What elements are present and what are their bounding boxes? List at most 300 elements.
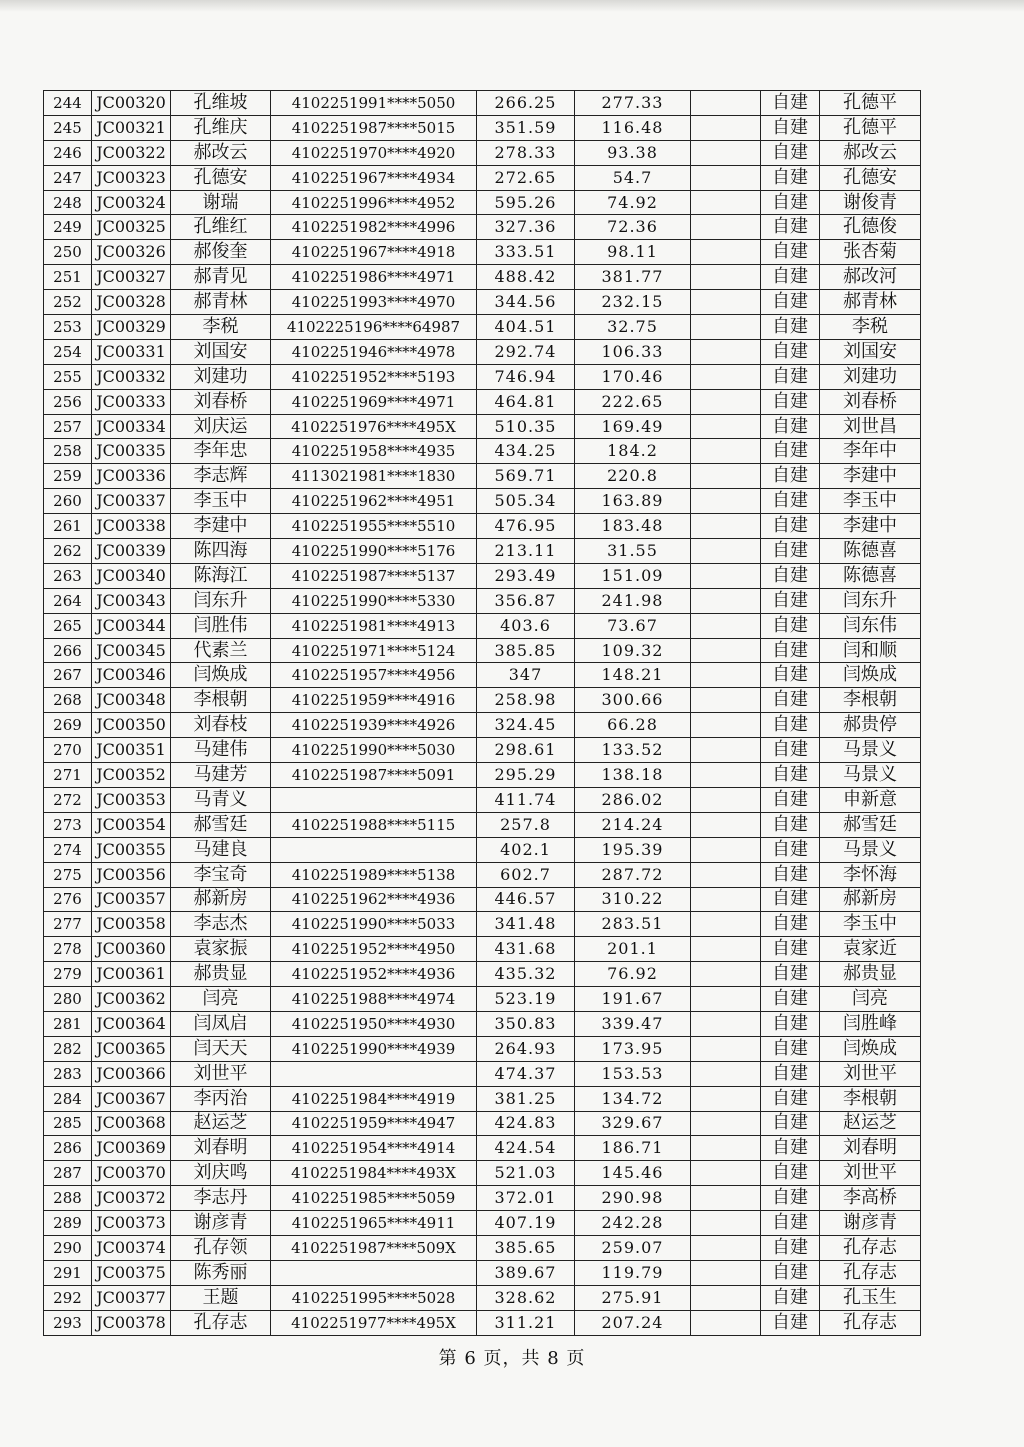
name-cell: 赵运芝 — [171, 1111, 271, 1136]
table-row — [44, 812, 921, 837]
seq-cell: 258 — [44, 439, 92, 464]
build-type-cell: 自建 — [761, 763, 820, 788]
area-2-cell: 286.02 — [575, 787, 691, 812]
blank-cell — [691, 663, 761, 688]
owner-cell: 闫东升 — [820, 588, 921, 613]
table-row — [44, 937, 921, 962]
code-cell: JC00356 — [92, 862, 171, 887]
name-cell: 郝青见 — [171, 265, 271, 290]
id-number-cell: 4102251991****5050 — [271, 91, 477, 116]
seq-cell: 245 — [44, 115, 92, 140]
area-1-cell: 505.34 — [477, 489, 575, 514]
build-type-cell: 自建 — [761, 688, 820, 713]
code-cell: JC00352 — [92, 763, 171, 788]
code-cell: JC00364 — [92, 1011, 171, 1036]
table-row — [44, 688, 921, 713]
owner-cell: 闫和顺 — [820, 638, 921, 663]
build-type-cell: 自建 — [761, 862, 820, 887]
name-cell: 李税 — [171, 315, 271, 340]
code-cell: JC00324 — [92, 190, 171, 215]
build-type-cell: 自建 — [761, 140, 820, 165]
area-1-cell: 293.49 — [477, 563, 575, 588]
area-2-cell: 98.11 — [575, 240, 691, 265]
owner-cell: 马景义 — [820, 763, 921, 788]
area-1-cell: 411.74 — [477, 787, 575, 812]
table-row — [44, 315, 921, 340]
area-1-cell: 521.03 — [477, 1161, 575, 1186]
code-cell: JC00345 — [92, 638, 171, 663]
owner-cell: 孔德安 — [820, 165, 921, 190]
owner-cell: 孔存志 — [820, 1235, 921, 1260]
area-2-cell: 220.8 — [575, 464, 691, 489]
blank-cell — [691, 1260, 761, 1285]
owner-cell: 刘国安 — [820, 339, 921, 364]
id-number-cell: 4102251952****4950 — [271, 937, 477, 962]
owner-cell: 刘建功 — [820, 364, 921, 389]
seq-cell: 251 — [44, 265, 92, 290]
blank-cell — [691, 290, 761, 315]
code-cell: JC00362 — [92, 987, 171, 1012]
owner-cell: 郝贵显 — [820, 962, 921, 987]
code-cell: JC00320 — [92, 91, 171, 116]
area-1-cell: 347 — [477, 663, 575, 688]
id-number-cell: 4102251962****4951 — [271, 489, 477, 514]
area-1-cell: 264.93 — [477, 1036, 575, 1061]
code-cell: JC00367 — [92, 1086, 171, 1111]
build-type-cell: 自建 — [761, 240, 820, 265]
name-cell: 李年忠 — [171, 439, 271, 464]
build-type-cell: 自建 — [761, 663, 820, 688]
seq-cell: 293 — [44, 1310, 92, 1335]
blank-cell — [691, 1235, 761, 1260]
table-row — [44, 414, 921, 439]
blank-cell — [691, 812, 761, 837]
code-cell: JC00333 — [92, 389, 171, 414]
id-number-cell: 4102251965****4911 — [271, 1211, 477, 1236]
id-number-cell: 4102251987****5137 — [271, 563, 477, 588]
seq-cell: 286 — [44, 1136, 92, 1161]
owner-cell: 郝贵停 — [820, 713, 921, 738]
seq-cell: 266 — [44, 638, 92, 663]
seq-cell: 284 — [44, 1086, 92, 1111]
table-row — [44, 837, 921, 862]
table-row — [44, 1235, 921, 1260]
blank-cell — [691, 539, 761, 564]
owner-cell: 李税 — [820, 315, 921, 340]
seq-cell: 261 — [44, 514, 92, 539]
table-row — [44, 862, 921, 887]
build-type-cell: 自建 — [761, 115, 820, 140]
name-cell: 马建伟 — [171, 738, 271, 763]
build-type-cell: 自建 — [761, 1111, 820, 1136]
table-row — [44, 738, 921, 763]
owner-cell: 李怀海 — [820, 862, 921, 887]
code-cell: JC00346 — [92, 663, 171, 688]
seq-cell: 249 — [44, 215, 92, 240]
name-cell: 马建良 — [171, 837, 271, 862]
owner-cell: 马景义 — [820, 837, 921, 862]
data-table — [43, 90, 921, 1336]
owner-cell: 李年中 — [820, 439, 921, 464]
area-1-cell: 292.74 — [477, 339, 575, 364]
code-cell: JC00329 — [92, 315, 171, 340]
area-1-cell: 474.37 — [477, 1061, 575, 1086]
blank-cell — [691, 190, 761, 215]
area-2-cell: 381.77 — [575, 265, 691, 290]
area-1-cell: 431.68 — [477, 937, 575, 962]
area-1-cell: 424.83 — [477, 1111, 575, 1136]
area-2-cell: 339.47 — [575, 1011, 691, 1036]
code-cell: JC00337 — [92, 489, 171, 514]
build-type-cell: 自建 — [761, 912, 820, 937]
area-2-cell: 119.79 — [575, 1260, 691, 1285]
name-cell: 孔维庆 — [171, 115, 271, 140]
area-1-cell: 328.62 — [477, 1285, 575, 1310]
code-cell: JC00325 — [92, 215, 171, 240]
table-row — [44, 563, 921, 588]
build-type-cell: 自建 — [761, 290, 820, 315]
build-type-cell: 自建 — [761, 613, 820, 638]
name-cell: 王题 — [171, 1285, 271, 1310]
blank-cell — [691, 1211, 761, 1236]
id-number-cell: 4102251990****4939 — [271, 1036, 477, 1061]
id-number-cell: 4102251986****4971 — [271, 265, 477, 290]
area-2-cell: 76.92 — [575, 962, 691, 987]
code-cell: JC00331 — [92, 339, 171, 364]
table-row — [44, 763, 921, 788]
area-1-cell: 424.54 — [477, 1136, 575, 1161]
name-cell: 刘世平 — [171, 1061, 271, 1086]
table-row — [44, 987, 921, 1012]
build-type-cell: 自建 — [761, 315, 820, 340]
code-cell: JC00370 — [92, 1161, 171, 1186]
area-2-cell: 287.72 — [575, 862, 691, 887]
owner-cell: 闫东伟 — [820, 613, 921, 638]
blank-cell — [691, 563, 761, 588]
area-1-cell: 272.65 — [477, 165, 575, 190]
table-row — [44, 663, 921, 688]
table-body — [44, 91, 921, 1336]
name-cell: 刘春明 — [171, 1136, 271, 1161]
area-1-cell: 602.7 — [477, 862, 575, 887]
id-number-cell: 4102251957****4956 — [271, 663, 477, 688]
seq-cell: 265 — [44, 613, 92, 638]
owner-cell: 闫胜峰 — [820, 1011, 921, 1036]
name-cell: 闫凤启 — [171, 1011, 271, 1036]
area-2-cell: 259.07 — [575, 1235, 691, 1260]
blank-cell — [691, 315, 761, 340]
owner-cell: 李根朝 — [820, 688, 921, 713]
name-cell: 孔存领 — [171, 1235, 271, 1260]
id-number-cell: 4102251990****5030 — [271, 738, 477, 763]
owner-cell: 刘世平 — [820, 1061, 921, 1086]
code-cell: JC00372 — [92, 1186, 171, 1211]
code-cell: JC00365 — [92, 1036, 171, 1061]
seq-cell: 292 — [44, 1285, 92, 1310]
table-row — [44, 1036, 921, 1061]
area-2-cell: 183.48 — [575, 514, 691, 539]
table-row — [44, 91, 921, 116]
seq-cell: 283 — [44, 1061, 92, 1086]
area-1-cell: 402.1 — [477, 837, 575, 862]
area-2-cell: 300.66 — [575, 688, 691, 713]
build-type-cell: 自建 — [761, 91, 820, 116]
id-number-cell: 4102251993****4970 — [271, 290, 477, 315]
area-2-cell: 54.7 — [575, 165, 691, 190]
id-number-cell: 4102251984****4919 — [271, 1086, 477, 1111]
owner-cell: 刘春桥 — [820, 389, 921, 414]
blank-cell — [691, 837, 761, 862]
name-cell: 郝俊奎 — [171, 240, 271, 265]
table-row — [44, 1186, 921, 1211]
owner-cell: 郝改云 — [820, 140, 921, 165]
area-2-cell: 283.51 — [575, 912, 691, 937]
area-2-cell: 207.24 — [575, 1310, 691, 1335]
code-cell: JC00323 — [92, 165, 171, 190]
seq-cell: 276 — [44, 887, 92, 912]
seq-cell: 256 — [44, 389, 92, 414]
name-cell: 刘国安 — [171, 339, 271, 364]
page-footer: 第 6 页，共 8 页 — [438, 1348, 586, 1369]
area-2-cell: 290.98 — [575, 1186, 691, 1211]
name-cell: 李宝奇 — [171, 862, 271, 887]
name-cell: 李根朝 — [171, 688, 271, 713]
table-row — [44, 140, 921, 165]
table-row — [44, 190, 921, 215]
blank-cell — [691, 1285, 761, 1310]
area-2-cell: 109.32 — [575, 638, 691, 663]
build-type-cell: 自建 — [761, 887, 820, 912]
owner-cell: 申新意 — [820, 787, 921, 812]
seq-cell: 252 — [44, 290, 92, 315]
code-cell: JC00373 — [92, 1211, 171, 1236]
area-2-cell: 241.98 — [575, 588, 691, 613]
name-cell: 郝青林 — [171, 290, 271, 315]
blank-cell — [691, 240, 761, 265]
seq-cell: 277 — [44, 912, 92, 937]
id-number-cell: 4102251939****4926 — [271, 713, 477, 738]
code-cell: JC00358 — [92, 912, 171, 937]
code-cell: JC00353 — [92, 787, 171, 812]
owner-cell: 谢彦青 — [820, 1211, 921, 1236]
blank-cell — [691, 215, 761, 240]
area-2-cell: 222.65 — [575, 389, 691, 414]
area-1-cell: 569.71 — [477, 464, 575, 489]
code-cell: JC00360 — [92, 937, 171, 962]
build-type-cell: 自建 — [761, 563, 820, 588]
area-2-cell: 232.15 — [575, 290, 691, 315]
area-1-cell: 407.19 — [477, 1211, 575, 1236]
name-cell: 马青义 — [171, 787, 271, 812]
table-row — [44, 1011, 921, 1036]
owner-cell: 谢俊青 — [820, 190, 921, 215]
name-cell: 谢彦青 — [171, 1211, 271, 1236]
build-type-cell: 自建 — [761, 464, 820, 489]
code-cell: JC00338 — [92, 514, 171, 539]
owner-cell: 李建中 — [820, 514, 921, 539]
area-1-cell: 298.61 — [477, 738, 575, 763]
seq-cell: 274 — [44, 837, 92, 862]
name-cell: 陈四海 — [171, 539, 271, 564]
name-cell: 刘庆运 — [171, 414, 271, 439]
code-cell: JC00335 — [92, 439, 171, 464]
name-cell: 李建中 — [171, 514, 271, 539]
seq-cell: 263 — [44, 563, 92, 588]
name-cell: 李玉中 — [171, 489, 271, 514]
build-type-cell: 自建 — [761, 1235, 820, 1260]
seq-cell: 264 — [44, 588, 92, 613]
area-1-cell: 385.65 — [477, 1235, 575, 1260]
blank-cell — [691, 787, 761, 812]
owner-cell: 闫焕成 — [820, 1036, 921, 1061]
code-cell: JC00336 — [92, 464, 171, 489]
id-number-cell: 4102251977****495X — [271, 1310, 477, 1335]
table-row — [44, 1310, 921, 1335]
id-number-cell: 4102251988****4974 — [271, 987, 477, 1012]
owner-cell: 孔存志 — [820, 1260, 921, 1285]
id-number-cell: 4102251990****5176 — [271, 539, 477, 564]
blank-cell — [691, 862, 761, 887]
id-number-cell: 4102251959****4947 — [271, 1111, 477, 1136]
seq-cell: 270 — [44, 738, 92, 763]
area-2-cell: 191.67 — [575, 987, 691, 1012]
build-type-cell: 自建 — [761, 439, 820, 464]
name-cell: 闫天天 — [171, 1036, 271, 1061]
id-number-cell: 4102251987****5015 — [271, 115, 477, 140]
name-cell: 闫东升 — [171, 588, 271, 613]
id-number-cell: 4102251984****493X — [271, 1161, 477, 1186]
area-2-cell: 169.49 — [575, 414, 691, 439]
area-1-cell: 351.59 — [477, 115, 575, 140]
area-2-cell: 148.21 — [575, 663, 691, 688]
owner-cell: 孔德平 — [820, 91, 921, 116]
build-type-cell: 自建 — [761, 937, 820, 962]
blank-cell — [691, 713, 761, 738]
owner-cell: 李玉中 — [820, 489, 921, 514]
seq-cell: 280 — [44, 987, 92, 1012]
area-2-cell: 310.22 — [575, 887, 691, 912]
area-2-cell: 242.28 — [575, 1211, 691, 1236]
owner-cell: 郝新房 — [820, 887, 921, 912]
name-cell: 马建芳 — [171, 763, 271, 788]
blank-cell — [691, 265, 761, 290]
table-row — [44, 489, 921, 514]
build-type-cell: 自建 — [761, 265, 820, 290]
seq-cell: 272 — [44, 787, 92, 812]
area-1-cell: 595.26 — [477, 190, 575, 215]
blank-cell — [691, 1136, 761, 1161]
table-row — [44, 638, 921, 663]
area-1-cell: 295.29 — [477, 763, 575, 788]
name-cell: 刘建功 — [171, 364, 271, 389]
build-type-cell: 自建 — [761, 414, 820, 439]
scan-edge-shadow — [0, 0, 1024, 12]
id-number-cell: 4102251962****4936 — [271, 887, 477, 912]
table-row — [44, 887, 921, 912]
blank-cell — [691, 987, 761, 1012]
area-2-cell: 72.36 — [575, 215, 691, 240]
seq-cell: 291 — [44, 1260, 92, 1285]
blank-cell — [691, 613, 761, 638]
name-cell: 袁家振 — [171, 937, 271, 962]
build-type-cell: 自建 — [761, 787, 820, 812]
area-1-cell: 389.67 — [477, 1260, 575, 1285]
area-2-cell: 116.48 — [575, 115, 691, 140]
seq-cell: 253 — [44, 315, 92, 340]
code-cell: JC00328 — [92, 290, 171, 315]
id-number-cell: 4102251967****4918 — [271, 240, 477, 265]
id-number-cell: 4102251971****5124 — [271, 638, 477, 663]
owner-cell: 刘世昌 — [820, 414, 921, 439]
blank-cell — [691, 738, 761, 763]
owner-cell: 孔德平 — [820, 115, 921, 140]
name-cell: 刘春桥 — [171, 389, 271, 414]
seq-cell: 248 — [44, 190, 92, 215]
id-number-cell — [271, 837, 477, 862]
code-cell: JC00354 — [92, 812, 171, 837]
table-row — [44, 464, 921, 489]
name-cell: 陈秀丽 — [171, 1260, 271, 1285]
code-cell: JC00348 — [92, 688, 171, 713]
name-cell: 李丙治 — [171, 1086, 271, 1111]
table-row — [44, 290, 921, 315]
id-number-cell: 4102251955****5510 — [271, 514, 477, 539]
area-1-cell: 446.57 — [477, 887, 575, 912]
name-cell: 陈海江 — [171, 563, 271, 588]
name-cell: 李志丹 — [171, 1186, 271, 1211]
name-cell: 刘春枝 — [171, 713, 271, 738]
seq-cell: 268 — [44, 688, 92, 713]
id-number-cell: 4102251996****4952 — [271, 190, 477, 215]
area-1-cell: 266.25 — [477, 91, 575, 116]
id-number-cell: 4102251952****5193 — [271, 364, 477, 389]
blank-cell — [691, 339, 761, 364]
build-type-cell: 自建 — [761, 962, 820, 987]
area-1-cell: 278.33 — [477, 140, 575, 165]
code-cell: JC00374 — [92, 1235, 171, 1260]
table-row — [44, 115, 921, 140]
blank-cell — [691, 763, 761, 788]
area-2-cell: 151.09 — [575, 563, 691, 588]
build-type-cell: 自建 — [761, 215, 820, 240]
table-row — [44, 1211, 921, 1236]
name-cell: 闫胜伟 — [171, 613, 271, 638]
build-type-cell: 自建 — [761, 638, 820, 663]
blank-cell — [691, 414, 761, 439]
area-1-cell: 327.36 — [477, 215, 575, 240]
area-2-cell: 134.72 — [575, 1086, 691, 1111]
owner-cell: 陈德喜 — [820, 563, 921, 588]
blank-cell — [691, 165, 761, 190]
area-1-cell: 434.25 — [477, 439, 575, 464]
id-number-cell: 4102251981****4913 — [271, 613, 477, 638]
id-number-cell: 4102251988****5115 — [271, 812, 477, 837]
code-cell: JC00321 — [92, 115, 171, 140]
area-1-cell: 344.56 — [477, 290, 575, 315]
area-2-cell: 277.33 — [575, 91, 691, 116]
area-2-cell: 275.91 — [575, 1285, 691, 1310]
table-row — [44, 389, 921, 414]
blank-cell — [691, 638, 761, 663]
build-type-cell: 自建 — [761, 190, 820, 215]
owner-cell: 赵运芝 — [820, 1111, 921, 1136]
area-1-cell: 341.48 — [477, 912, 575, 937]
table-row — [44, 1061, 921, 1086]
build-type-cell: 自建 — [761, 1036, 820, 1061]
seq-cell: 262 — [44, 539, 92, 564]
build-type-cell: 自建 — [761, 1136, 820, 1161]
table-row — [44, 265, 921, 290]
